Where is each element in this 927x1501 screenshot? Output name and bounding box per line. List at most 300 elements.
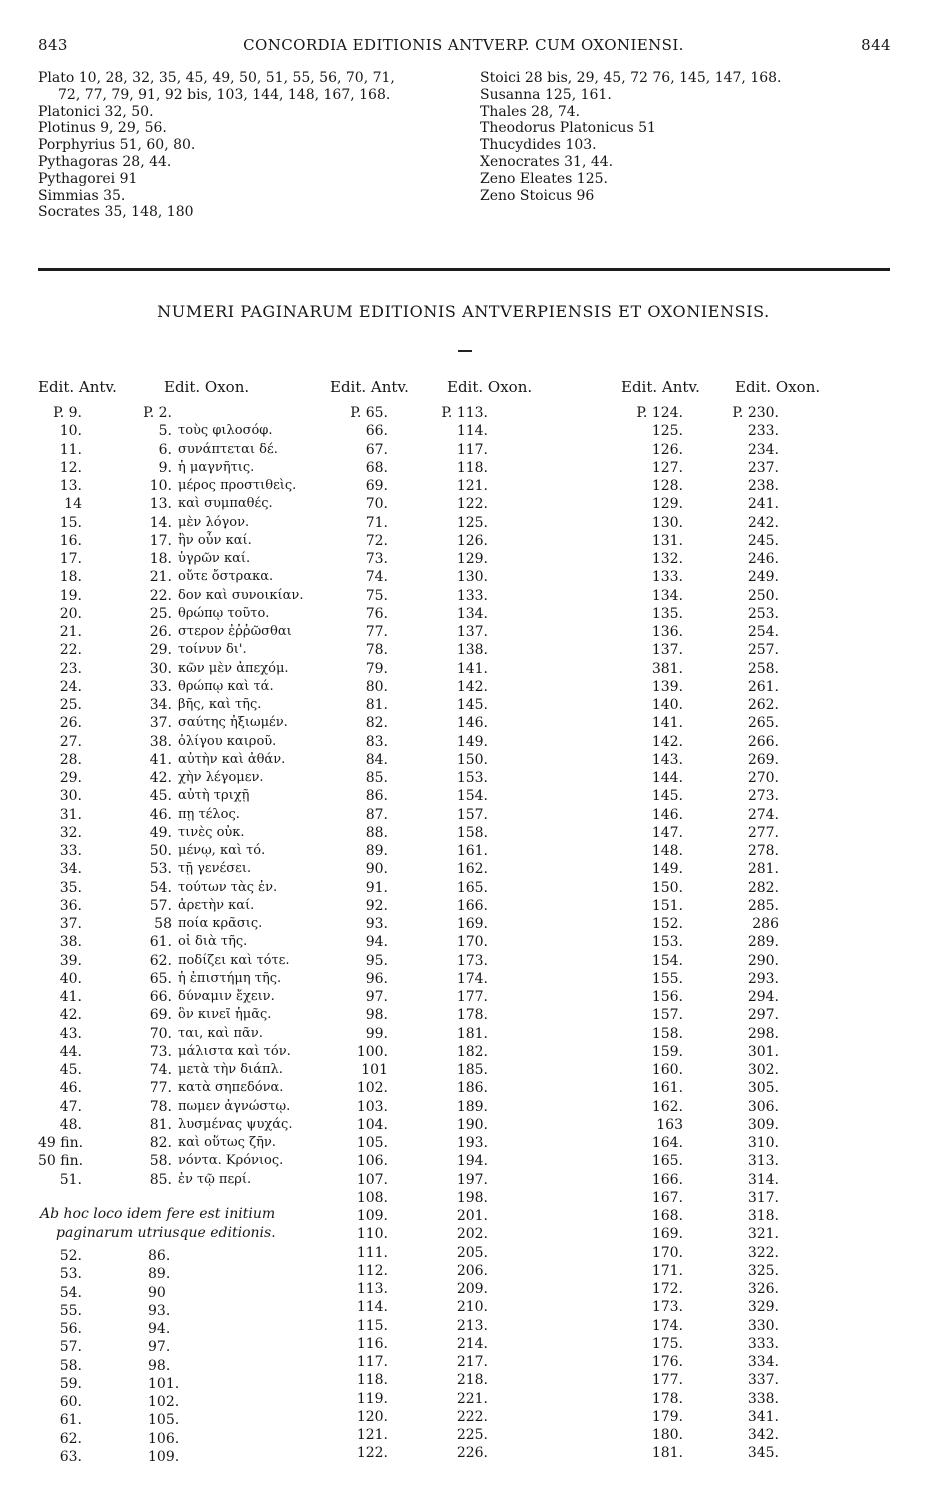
- table-row: [330, 1006, 530, 1024]
- antv-page: 156.: [651, 989, 683, 1005]
- antv-page: 79.: [365, 660, 388, 677]
- table-row: [38, 1079, 338, 1097]
- index-entry: Thucydides 103.: [480, 137, 597, 154]
- oxon-page: 57.: [149, 897, 172, 914]
- antv-page: 95.: [365, 952, 388, 969]
- antv-page: 54.: [59, 1284, 82, 1301]
- antv-page: 143.: [651, 751, 683, 768]
- oxon-page: 326.: [747, 1281, 779, 1297]
- antv-page: 11.: [59, 441, 82, 458]
- table-row: [330, 933, 530, 951]
- table-row: [330, 1280, 530, 1298]
- table-row: [330, 1444, 530, 1462]
- table-row: [621, 404, 821, 422]
- oxon-page: 162.: [456, 861, 488, 878]
- table-row: [38, 568, 338, 586]
- oxon-page: 73.: [149, 1043, 172, 1060]
- greek-incipit: κῶν μὲν ἀπεχόμ.: [178, 660, 289, 676]
- table-row: [621, 1025, 821, 1043]
- antv-page: 24.: [59, 678, 82, 695]
- antv-page: 59.: [59, 1375, 82, 1392]
- table-row: [330, 441, 530, 459]
- antv-page: 127.: [651, 459, 683, 476]
- oxon-page: 173.: [456, 952, 488, 969]
- greek-incipit: αὐτὴ τριχῇ: [178, 788, 250, 804]
- antv-page: 101: [361, 1062, 388, 1078]
- table-row: [621, 1298, 821, 1316]
- greek-incipit: μένῳ, καὶ τό.: [178, 843, 266, 858]
- index-entry: Pythagorei 91: [38, 170, 138, 187]
- antv-page: 58.: [59, 1357, 82, 1374]
- antv-page: 88.: [365, 824, 388, 841]
- table-row: [621, 1262, 821, 1280]
- oxon-page: 257.: [747, 642, 779, 659]
- antv-page: 112.: [356, 1262, 388, 1279]
- oxon-page: 321.: [747, 1226, 779, 1243]
- oxon-page: 186.: [456, 1080, 488, 1097]
- antv-page: 32.: [59, 824, 82, 841]
- table-row: [330, 568, 530, 586]
- oxon-page: 178.: [456, 1007, 488, 1024]
- greek-incipit: μέρος προστιθεὶς.: [178, 478, 297, 493]
- antv-page: 109.: [356, 1208, 388, 1224]
- running-title: CONCORDIA EDITIONIS ANTVERP. CUM OXONIENSI.: [243, 36, 684, 54]
- table-row: [621, 1390, 821, 1408]
- antv-page: 157.: [651, 1007, 683, 1024]
- index-entry: 72, 77, 79, 91, 92 bis, 103, 144, 148, 167, 168.: [58, 86, 391, 103]
- antv-page: 171.: [651, 1262, 683, 1279]
- antv-page: 98.: [365, 1007, 388, 1024]
- table-row: [621, 477, 821, 495]
- antv-page: 167.: [651, 1189, 683, 1206]
- oxon-page: 250.: [747, 587, 779, 604]
- oxon-page: 114.: [456, 423, 488, 440]
- table-row: [621, 988, 821, 1006]
- oxon-page: 337.: [747, 1372, 779, 1389]
- table-row: [38, 550, 338, 568]
- table-row: [330, 477, 530, 495]
- oxon-page: 22.: [149, 587, 172, 604]
- page-number-right: 844: [861, 36, 891, 54]
- table-row: [38, 769, 338, 787]
- oxon-page: 5.: [158, 423, 172, 440]
- oxon-page: 30.: [149, 660, 172, 677]
- oxon-page: 309.: [747, 1116, 779, 1133]
- oxon-page: 278.: [747, 843, 779, 859]
- oxon-page: 26.: [149, 624, 172, 640]
- table-row: [38, 1043, 338, 1061]
- oxon-page: 77.: [149, 1080, 172, 1097]
- oxon-page: 33.: [149, 678, 172, 695]
- oxon-page: 249.: [747, 569, 779, 586]
- table-row: [330, 733, 530, 751]
- oxon-page: 166.: [456, 897, 488, 914]
- oxon-page: 325.: [747, 1262, 779, 1279]
- oxon-page: 138.: [456, 642, 488, 659]
- greek-incipit: συνάπτεται δέ.: [178, 441, 278, 457]
- antv-page: 26.: [59, 715, 82, 732]
- oxon-page: 105.: [148, 1412, 180, 1429]
- antv-page: 20.: [59, 605, 82, 622]
- oxon-page: 318.: [747, 1208, 779, 1224]
- greek-incipit: οἱ διὰ τῆς.: [178, 934, 248, 950]
- table-row: [330, 422, 530, 440]
- antv-page: 165.: [651, 1153, 683, 1170]
- oxon-page: 10.: [149, 478, 172, 494]
- oxon-page: 65.: [149, 970, 172, 987]
- table-row: [621, 678, 821, 696]
- table-row: [330, 879, 530, 897]
- table-row: [38, 477, 338, 495]
- antv-page: 147.: [651, 824, 683, 841]
- oxon-page: 130.: [456, 569, 488, 586]
- antv-page: 29.: [59, 770, 82, 786]
- antv-page: 37.: [59, 916, 82, 932]
- antv-page: 50 fin.: [38, 1153, 84, 1170]
- table-row: [621, 1043, 821, 1061]
- table-row: [330, 678, 530, 696]
- greek-incipit: οὔτε ὄστρακα.: [178, 569, 274, 585]
- oxon-page: 50.: [149, 843, 172, 859]
- col-header-antv-2: Edit. Antv.: [330, 378, 409, 396]
- antv-page: 57.: [59, 1339, 82, 1356]
- table-row: [38, 806, 338, 824]
- oxon-page: 90: [148, 1284, 166, 1301]
- table-row: [38, 605, 338, 623]
- table-row: [621, 422, 821, 440]
- oxon-page: 289.: [747, 934, 779, 951]
- antv-page: 168.: [651, 1208, 683, 1224]
- oxon-page: 297.: [747, 1007, 779, 1024]
- antv-page: 30.: [59, 788, 82, 805]
- table-row: [621, 1207, 821, 1225]
- antv-page: 84.: [365, 751, 388, 768]
- greek-incipit: θρώπῳ καὶ τά.: [178, 678, 274, 694]
- antv-page: 117.: [356, 1354, 388, 1370]
- antv-page: 71.: [365, 514, 388, 531]
- greek-incipit: μὲν λόγον.: [178, 514, 250, 530]
- oxon-page: 182.: [456, 1043, 488, 1060]
- oxon-page: 306.: [747, 1098, 779, 1115]
- oxon-page: 266.: [747, 733, 779, 750]
- antv-page: 146.: [651, 806, 683, 823]
- oxon-page: 221.: [456, 1390, 488, 1407]
- index-entry: Stoici 28 bis, 29, 45, 72 76, 145, 147, 168.: [480, 70, 782, 86]
- oxon-page: 86.: [148, 1248, 171, 1264]
- oxon-page: 89.: [148, 1266, 171, 1283]
- oxon-page: 198.: [456, 1189, 488, 1206]
- table-row: [621, 1134, 821, 1152]
- concordance-table-1b: [38, 1247, 318, 1466]
- oxon-page: P. 2.: [143, 405, 172, 421]
- antv-page: 116.: [356, 1335, 388, 1352]
- antv-page: 40.: [59, 970, 82, 987]
- table-row: [38, 714, 338, 732]
- antv-page: 169.: [651, 1226, 683, 1243]
- antv-page: 122.: [356, 1445, 388, 1462]
- oxon-page: 101.: [148, 1375, 180, 1392]
- oxon-page: 261.: [747, 678, 779, 695]
- antv-page: 25.: [59, 697, 82, 713]
- table-row: [330, 1189, 530, 1207]
- oxon-page: 205.: [456, 1244, 488, 1261]
- oxon-page: 206.: [456, 1262, 488, 1279]
- oxon-page: 133.: [456, 587, 488, 604]
- col-header-oxon-1: Edit. Oxon.: [164, 378, 250, 396]
- oxon-page: 142.: [456, 678, 488, 695]
- table-row: [621, 915, 821, 933]
- oxon-page: 262.: [747, 697, 779, 713]
- table-row: [621, 714, 821, 732]
- oxon-page: 29.: [149, 642, 172, 659]
- table-row: [621, 696, 821, 714]
- oxon-page: 193.: [456, 1135, 488, 1151]
- oxon-page: 169.: [456, 916, 488, 932]
- greek-incipit: βῆς, καὶ τῆς.: [178, 697, 262, 712]
- oxon-page: 322.: [747, 1244, 779, 1261]
- oxon-page: 93.: [148, 1302, 171, 1319]
- table-row: [38, 1430, 318, 1448]
- table-row: [330, 641, 530, 659]
- table-row: [330, 970, 530, 988]
- table-row: [38, 952, 338, 970]
- table-row: [330, 806, 530, 824]
- table-row: [38, 495, 338, 513]
- antv-page: 72.: [365, 532, 388, 549]
- table-row: [38, 1357, 318, 1375]
- greek-incipit: πωμεν ἀγνώστῳ.: [178, 1098, 291, 1114]
- table-row: [621, 514, 821, 532]
- oxon-page: 209.: [456, 1281, 488, 1297]
- oxon-page: 281.: [747, 861, 779, 878]
- oxon-page: 165.: [456, 879, 488, 896]
- table-row: [330, 587, 530, 605]
- table-row: [330, 1335, 530, 1353]
- table-row: [330, 1043, 530, 1061]
- table-row: [38, 514, 338, 532]
- antv-page: 21.: [59, 624, 82, 640]
- antv-page: 43.: [59, 1025, 82, 1042]
- greek-incipit: τῇ γενέσει.: [178, 861, 252, 877]
- antv-page: 137.: [651, 642, 683, 659]
- table-row: [38, 1393, 318, 1411]
- oxon-page: 37.: [149, 715, 172, 732]
- antv-page: 15.: [59, 514, 82, 531]
- antv-page: 145.: [651, 788, 683, 805]
- table-row: [330, 952, 530, 970]
- antv-page: 176.: [651, 1354, 683, 1370]
- antv-page: 62.: [59, 1430, 82, 1447]
- oxon-page: 81.: [149, 1116, 172, 1133]
- antv-page: 140.: [651, 697, 683, 713]
- antv-page: 151.: [651, 897, 683, 914]
- antv-page: 44.: [59, 1043, 82, 1060]
- oxon-page: 74.: [149, 1062, 172, 1078]
- antv-page: 114.: [356, 1299, 388, 1316]
- table-row: [621, 1408, 821, 1426]
- table-row: [38, 1116, 338, 1134]
- table-row: [621, 860, 821, 878]
- greek-incipit: καὶ οὕτως ζῆν.: [178, 1135, 276, 1150]
- table-row: [38, 422, 338, 440]
- greek-incipit: θρώπῳ τοῦτο.: [178, 605, 270, 621]
- oxon-page: 102.: [148, 1394, 180, 1410]
- table-row: [38, 1284, 318, 1302]
- antv-page: 63.: [59, 1448, 82, 1465]
- oxon-page: 341.: [747, 1408, 779, 1425]
- table-row: [330, 1098, 530, 1116]
- table-row: [330, 897, 530, 915]
- oxon-page: 197.: [456, 1171, 488, 1188]
- table-row: [38, 1098, 338, 1116]
- table-row: [621, 751, 821, 769]
- table-row: [38, 897, 338, 915]
- antv-page: 94.: [365, 934, 388, 951]
- antv-page: 33.: [59, 843, 82, 859]
- antv-page: 12.: [59, 459, 82, 476]
- table-row: [621, 897, 821, 915]
- greek-incipit: τινὲς οὐκ.: [178, 824, 245, 840]
- table-row: [38, 1375, 318, 1393]
- oxon-page: 313.: [747, 1153, 779, 1170]
- greek-incipit: ὃν κινεῖ ἡμᾶς.: [178, 1007, 272, 1023]
- antv-page: 80.: [365, 678, 388, 695]
- table-row: [330, 1408, 530, 1426]
- oxon-page: 18.: [149, 551, 172, 567]
- oxon-page: 98.: [148, 1357, 171, 1374]
- oxon-page: 170.: [456, 934, 488, 951]
- table-row: [38, 1265, 318, 1283]
- page-number-left: 843: [38, 36, 68, 54]
- table-row: [38, 1152, 338, 1170]
- greek-incipit: λυσμένας ψυχάς.: [178, 1116, 293, 1132]
- greek-incipit: ἀρετὴν καί.: [178, 897, 255, 913]
- table-row: [621, 1006, 821, 1024]
- antv-page: 100.: [356, 1043, 388, 1060]
- oxon-page: 149.: [456, 733, 488, 750]
- greek-incipit: δύναμιν ἔχειν.: [178, 989, 275, 1004]
- table-row: [330, 714, 530, 732]
- antv-page: 172.: [651, 1281, 683, 1297]
- table-row: [621, 1079, 821, 1097]
- antv-page: 46.: [59, 1080, 82, 1097]
- antv-page: 13.: [59, 478, 82, 494]
- antv-page: 121.: [356, 1427, 388, 1443]
- antv-page: 47.: [59, 1098, 82, 1115]
- table-row: [330, 751, 530, 769]
- antv-page: 158.: [651, 1025, 683, 1042]
- table-row: [330, 988, 530, 1006]
- antv-page: 160.: [651, 1062, 683, 1078]
- oxon-page: 109.: [148, 1448, 180, 1465]
- antv-page: 10.: [59, 423, 82, 440]
- table-row: [621, 806, 821, 824]
- table-row: [621, 1171, 821, 1189]
- oxon-page: 122.: [456, 496, 488, 513]
- oxon-page: 245.: [747, 532, 779, 549]
- antv-page: 102.: [356, 1080, 388, 1097]
- table-row: [38, 1302, 318, 1320]
- table-row: [621, 495, 821, 513]
- greek-incipit: ποδίζει καὶ τότε.: [178, 952, 290, 968]
- oxon-page: P. 113.: [441, 405, 488, 421]
- oxon-page: 38.: [149, 733, 172, 750]
- antv-page: 38.: [59, 934, 82, 951]
- oxon-page: 265.: [747, 715, 779, 732]
- antv-page: 173.: [651, 1299, 683, 1316]
- antv-page: 18.: [59, 569, 82, 586]
- antv-page: 93.: [365, 916, 388, 932]
- antv-page: 111.: [356, 1244, 388, 1261]
- table-row: [38, 623, 338, 641]
- table-row: [330, 1079, 530, 1097]
- table-row: [621, 769, 821, 787]
- antv-page: 19.: [59, 587, 82, 604]
- table-row: [330, 605, 530, 623]
- antv-page: 175.: [651, 1335, 683, 1352]
- table-row: [330, 1134, 530, 1152]
- oxon-page: 190.: [456, 1116, 488, 1133]
- table-row: [330, 1298, 530, 1316]
- table-row: [38, 641, 338, 659]
- table-row: [38, 915, 338, 933]
- table-row: [38, 733, 338, 751]
- table-row: [330, 1426, 530, 1444]
- antv-page: 113.: [356, 1281, 388, 1297]
- table-row: [38, 587, 338, 605]
- oxon-page: 141.: [456, 660, 488, 677]
- index-entry: Susanna 125, 161.: [480, 86, 612, 103]
- antv-page: 125.: [651, 423, 683, 440]
- table-row: [330, 1171, 530, 1189]
- oxon-page: 290.: [747, 952, 779, 969]
- oxon-page: 62.: [149, 952, 172, 969]
- table-row: [621, 842, 821, 860]
- oxon-page: 233.: [747, 423, 779, 440]
- oxon-page: 342.: [747, 1427, 779, 1443]
- oxon-page: 238.: [747, 478, 779, 494]
- antv-page: 129.: [651, 496, 683, 513]
- oxon-page: 42.: [149, 770, 172, 786]
- antv-page: 49 fin.: [38, 1135, 84, 1151]
- table-row: [621, 641, 821, 659]
- oxon-page: 157.: [456, 806, 488, 823]
- oxon-page: 49.: [149, 824, 172, 841]
- oxon-page: 150.: [456, 751, 488, 768]
- table-row: [330, 1244, 530, 1262]
- antv-page: 152.: [651, 916, 683, 932]
- index-entry: Pythagoras 28, 44.: [38, 153, 172, 170]
- table-row: [38, 1061, 338, 1079]
- index-entry: Theodorus Platonicus 51: [480, 120, 656, 137]
- antv-page: 142.: [651, 733, 683, 750]
- greek-incipit: στερον ἐῤῥῶσθαι: [178, 624, 292, 639]
- antv-page: 149.: [651, 861, 683, 878]
- antv-page: 70.: [365, 496, 388, 513]
- antv-page: 53.: [59, 1266, 82, 1283]
- greek-incipit: ὑγρῶν καί.: [178, 551, 251, 566]
- antv-page: 82.: [365, 715, 388, 732]
- antv-page: 179.: [651, 1408, 683, 1425]
- antv-page: 132.: [651, 551, 683, 567]
- oxon-page: 154.: [456, 788, 488, 805]
- table-row: [621, 1098, 821, 1116]
- antv-page: 77.: [365, 624, 388, 640]
- antv-page: 119.: [356, 1390, 388, 1407]
- table-row: [621, 1371, 821, 1389]
- oxon-page: 78.: [149, 1098, 172, 1115]
- antv-page: 61.: [59, 1412, 82, 1429]
